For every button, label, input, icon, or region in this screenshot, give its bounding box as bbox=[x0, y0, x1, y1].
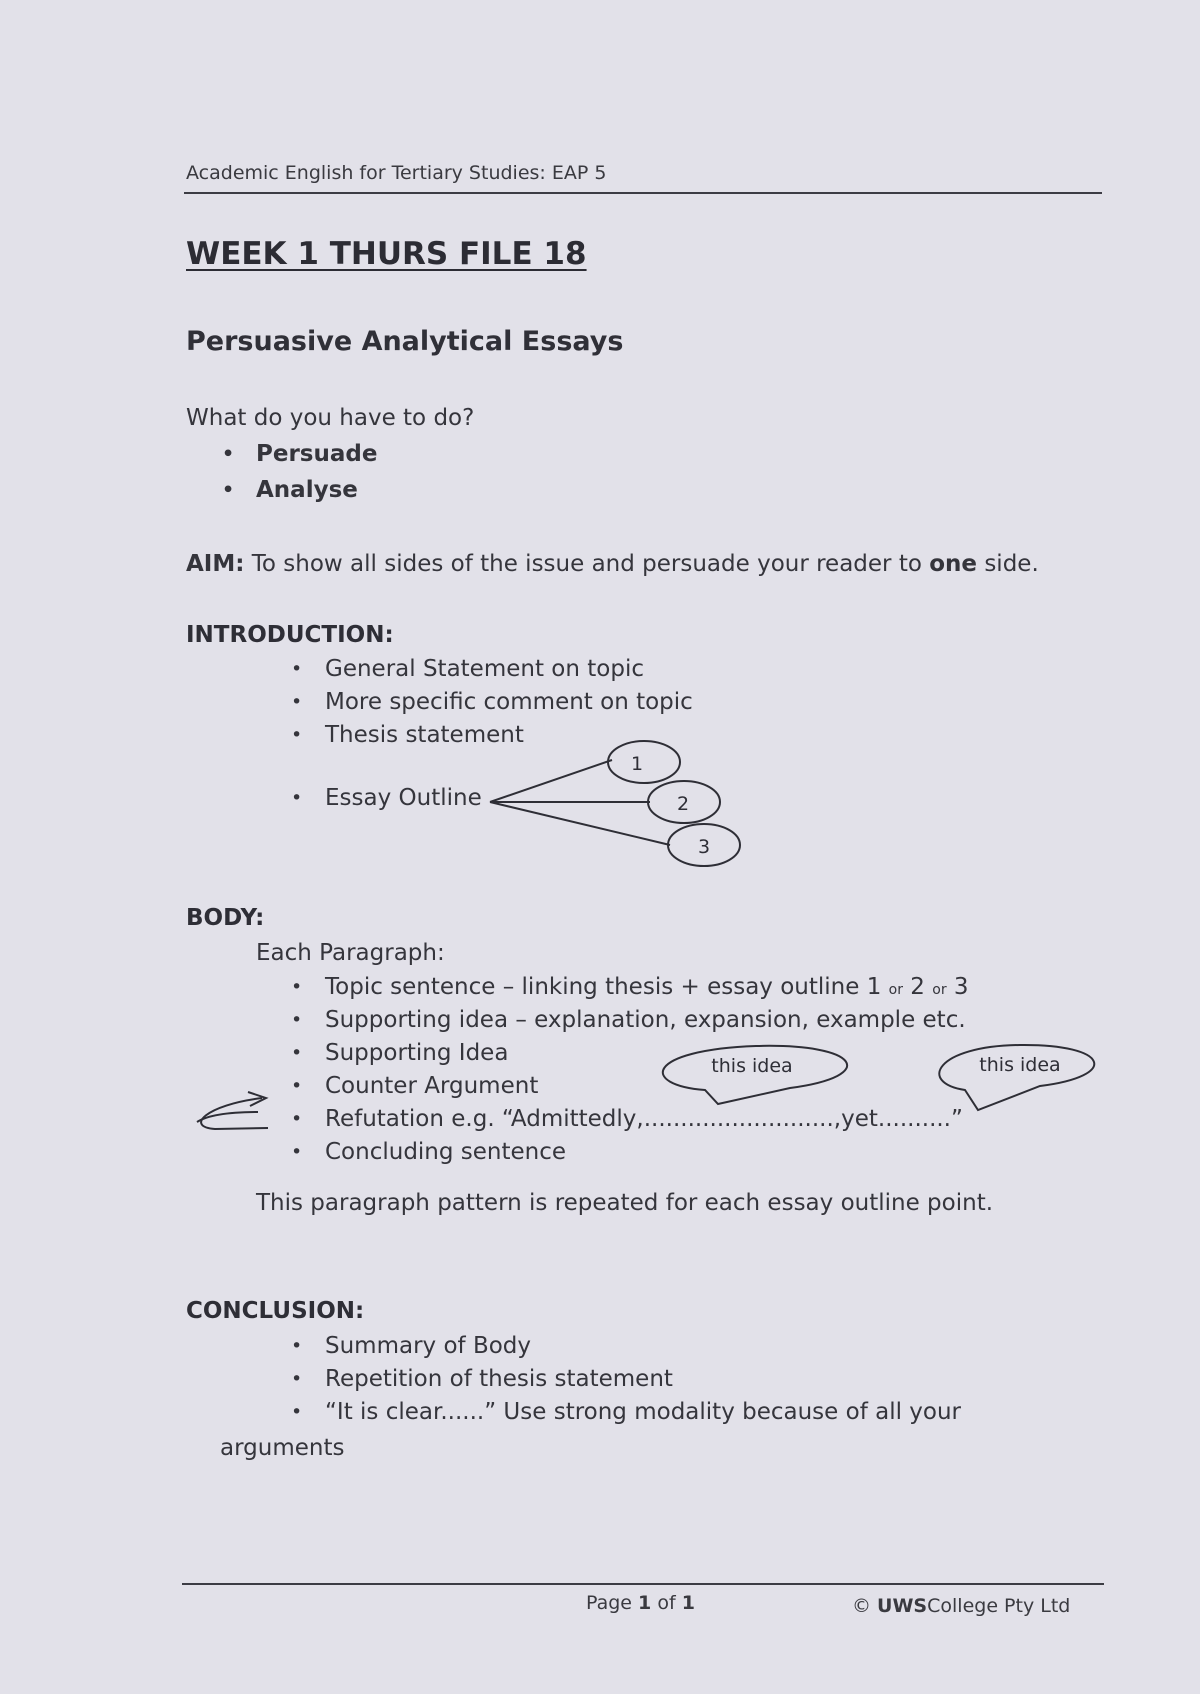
outline-point-3: 3 bbox=[697, 836, 711, 858]
page-of: of bbox=[651, 1592, 682, 1614]
page-title: WEEK 1 THURS FILE 18 bbox=[186, 236, 587, 272]
body-heading: BODY: bbox=[186, 905, 265, 931]
task-item-persuade: • Persuade bbox=[256, 441, 377, 467]
outline-connector-3 bbox=[490, 802, 670, 845]
conclusion-item-repetition: • Repetition of thesis statement bbox=[325, 1366, 673, 1392]
callout-text-1: this idea bbox=[711, 1055, 793, 1077]
intro-item-thesis: • Thesis statement bbox=[325, 722, 524, 748]
topic-or-1: or bbox=[888, 982, 903, 998]
topic-or-2: or bbox=[932, 982, 947, 998]
outline-connector-1 bbox=[490, 760, 612, 802]
question-text: What do you have to do? bbox=[186, 405, 475, 431]
body-item-supporting-idea-2: • Supporting Idea bbox=[325, 1040, 508, 1066]
conclusion-continuation: arguments bbox=[220, 1435, 345, 1461]
page-total: 1 bbox=[681, 1592, 695, 1614]
body-item-concluding: • Concluding sentence bbox=[325, 1139, 566, 1165]
outline-point-1-bubble bbox=[608, 741, 680, 783]
aim-text: To show all sides of the issue and persuade your reader to bbox=[244, 551, 930, 577]
body-item-refutation: • Refutation e.g. “Admittedly,..........................,yet..........” bbox=[325, 1106, 963, 1132]
copyright-symbol: © bbox=[852, 1595, 878, 1617]
outline-point-2: 2 bbox=[676, 793, 690, 815]
body-item-topic-sentence bbox=[325, 974, 969, 1000]
conclusion-item-modality: • “It is clear......” Use strong modality because of all your bbox=[325, 1399, 961, 1425]
page-label: Page bbox=[586, 1592, 639, 1614]
page-number bbox=[586, 1592, 695, 1614]
body-note: This paragraph pattern is repeated for each essay outline point. bbox=[256, 1190, 994, 1216]
topic-sentence-text: Topic sentence – linking thesis + essay outline 1 bbox=[325, 974, 889, 1000]
org-bold: UWS bbox=[877, 1595, 928, 1617]
page-current: 1 bbox=[638, 1592, 652, 1614]
callout-text-2: this idea bbox=[979, 1054, 1061, 1076]
topic-three: 3 bbox=[946, 974, 969, 1000]
footer-divider bbox=[182, 1583, 1104, 1585]
body-item-supporting-idea-1: • Supporting idea – explanation, expansion, example etc. bbox=[325, 1007, 966, 1033]
body-item-counter-argument: • Counter Argument bbox=[325, 1073, 538, 1099]
conclusion-item-summary: • Summary of Body bbox=[325, 1333, 531, 1359]
intro-item-general: • General Statement on topic bbox=[325, 656, 644, 682]
outline-point-1: 1 bbox=[630, 753, 644, 775]
task-item-analyse: • Analyse bbox=[256, 477, 358, 503]
aim-text-end: side. bbox=[977, 551, 1039, 577]
copyright bbox=[852, 1595, 1070, 1617]
org-rest: College Pty Ltd bbox=[927, 1595, 1071, 1617]
conclusion-heading: CONCLUSION: bbox=[186, 1298, 365, 1324]
intro-item-outline: • Essay Outline bbox=[325, 785, 482, 811]
aim-emphasis: one bbox=[929, 551, 978, 577]
topic-two: 2 bbox=[902, 974, 933, 1000]
course-header: Academic English for Tertiary Studies: EAP 5 bbox=[186, 162, 607, 184]
intro-item-specific: • More specific comment on topic bbox=[325, 689, 693, 715]
aim-label: AIM: bbox=[186, 551, 245, 577]
body-lead: Each Paragraph: bbox=[256, 940, 445, 966]
page-subtitle: Persuasive Analytical Essays bbox=[186, 326, 624, 357]
introduction-heading: INTRODUCTION: bbox=[186, 622, 394, 648]
return-arrow-inner bbox=[197, 1112, 258, 1122]
